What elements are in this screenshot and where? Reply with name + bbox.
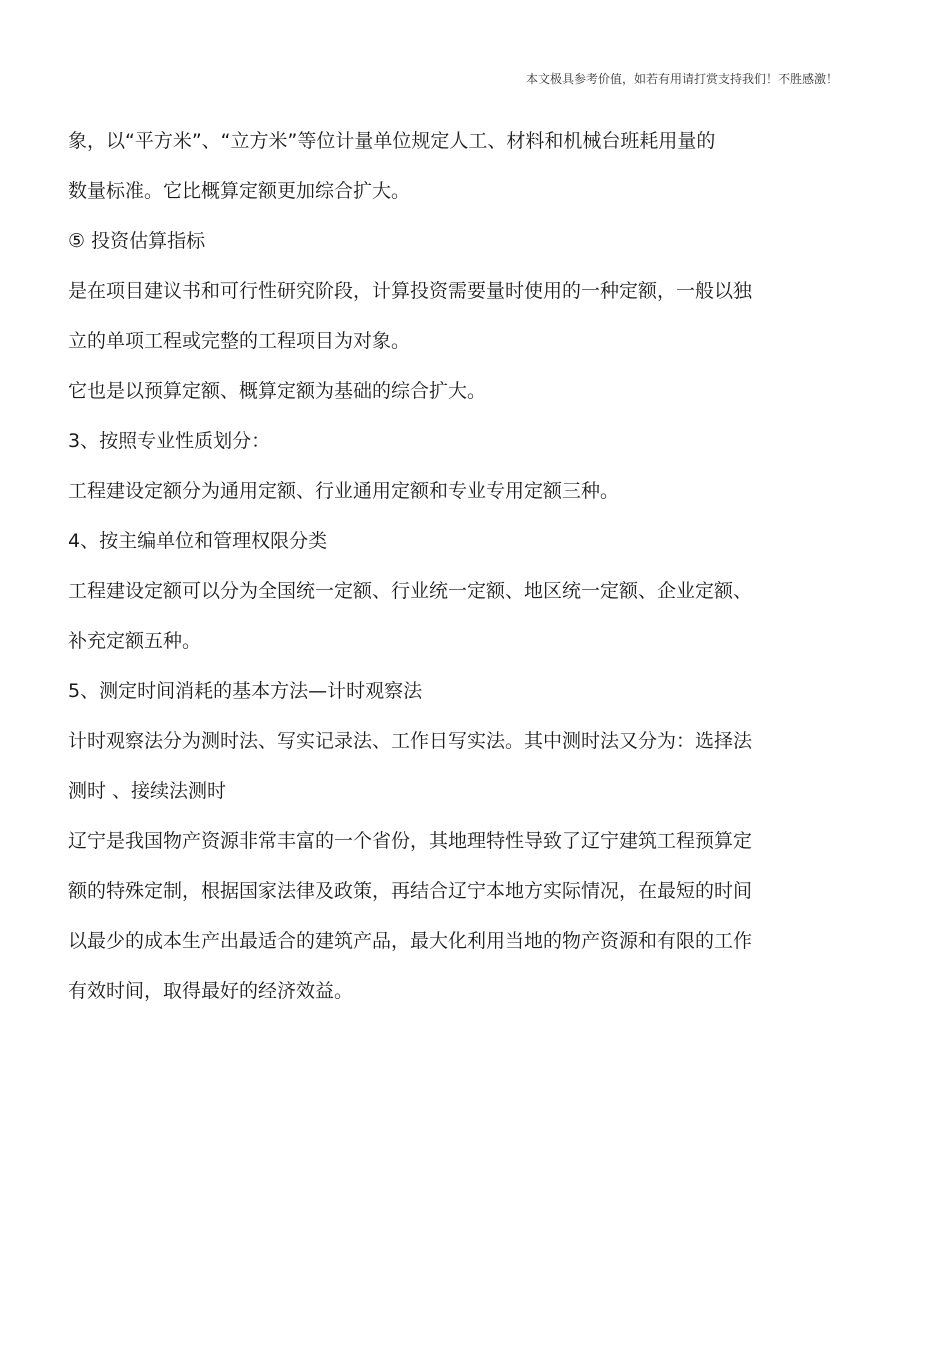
- body-line-17: 以最少的成本生产出最适合的建筑产品，最大化利用当地的物产资源和有限的工作: [68, 930, 753, 952]
- body-line-16: 额的特殊定制，根据国家法律及政策，再结合辽宁本地方实际情况，在最短的时间: [68, 880, 753, 902]
- body-line-10: 工程建设定额可以分为全国统一定额、行业统一定额、地区统一定额、企业定额、: [68, 580, 753, 602]
- body-line-8: 工程建设定额分为通用定额、行业通用定额和专业专用定额三种。: [68, 480, 620, 502]
- body-line-5: 立的单项工程或完整的工程项目为对象。: [68, 330, 411, 352]
- body-line-15: 辽宁是我国物产资源非常丰富的一个省份，其地理特性导致了辽宁建筑工程预算定: [68, 830, 753, 852]
- body-line-4: 是在项目建议书和可行性研究阶段，计算投资需要量时使用的一种定额，一般以独: [68, 280, 753, 302]
- section-heading-4: 4、按主编单位和管理权限分类: [68, 530, 328, 552]
- body-line-14: 测时 、接续法测时: [68, 780, 227, 802]
- body-line-1: 象，以“平方米”、“立方米”等位计量单位规定人工、材料和机械台班耗用量的: [68, 130, 716, 152]
- document-body: [68, 122, 828, 1022]
- body-line-2: 数量标准。它比概算定额更加综合扩大。: [68, 180, 411, 202]
- section-heading-5: 5、测定时间消耗的基本方法—计时观察法: [68, 680, 423, 702]
- body-line-6: 它也是以预算定额、概算定额为基础的综合扩大。: [68, 380, 487, 402]
- body-line-18: 有效时间，取得最好的经济效益。: [68, 980, 354, 1002]
- section-heading-investment-index: ⑤ 投资估算指标: [68, 230, 206, 252]
- header-note: 本文极具参考价值，如若有用请打赏支持我们！不胜感激！: [525, 72, 838, 86]
- section-heading-3: 3、按照专业性质划分：: [68, 430, 271, 452]
- body-line-11: 补充定额五种。: [68, 630, 202, 652]
- body-line-13: 计时观察法分为测时法、写实记录法、工作日写实法。其中测时法又分为：选择法: [68, 730, 753, 752]
